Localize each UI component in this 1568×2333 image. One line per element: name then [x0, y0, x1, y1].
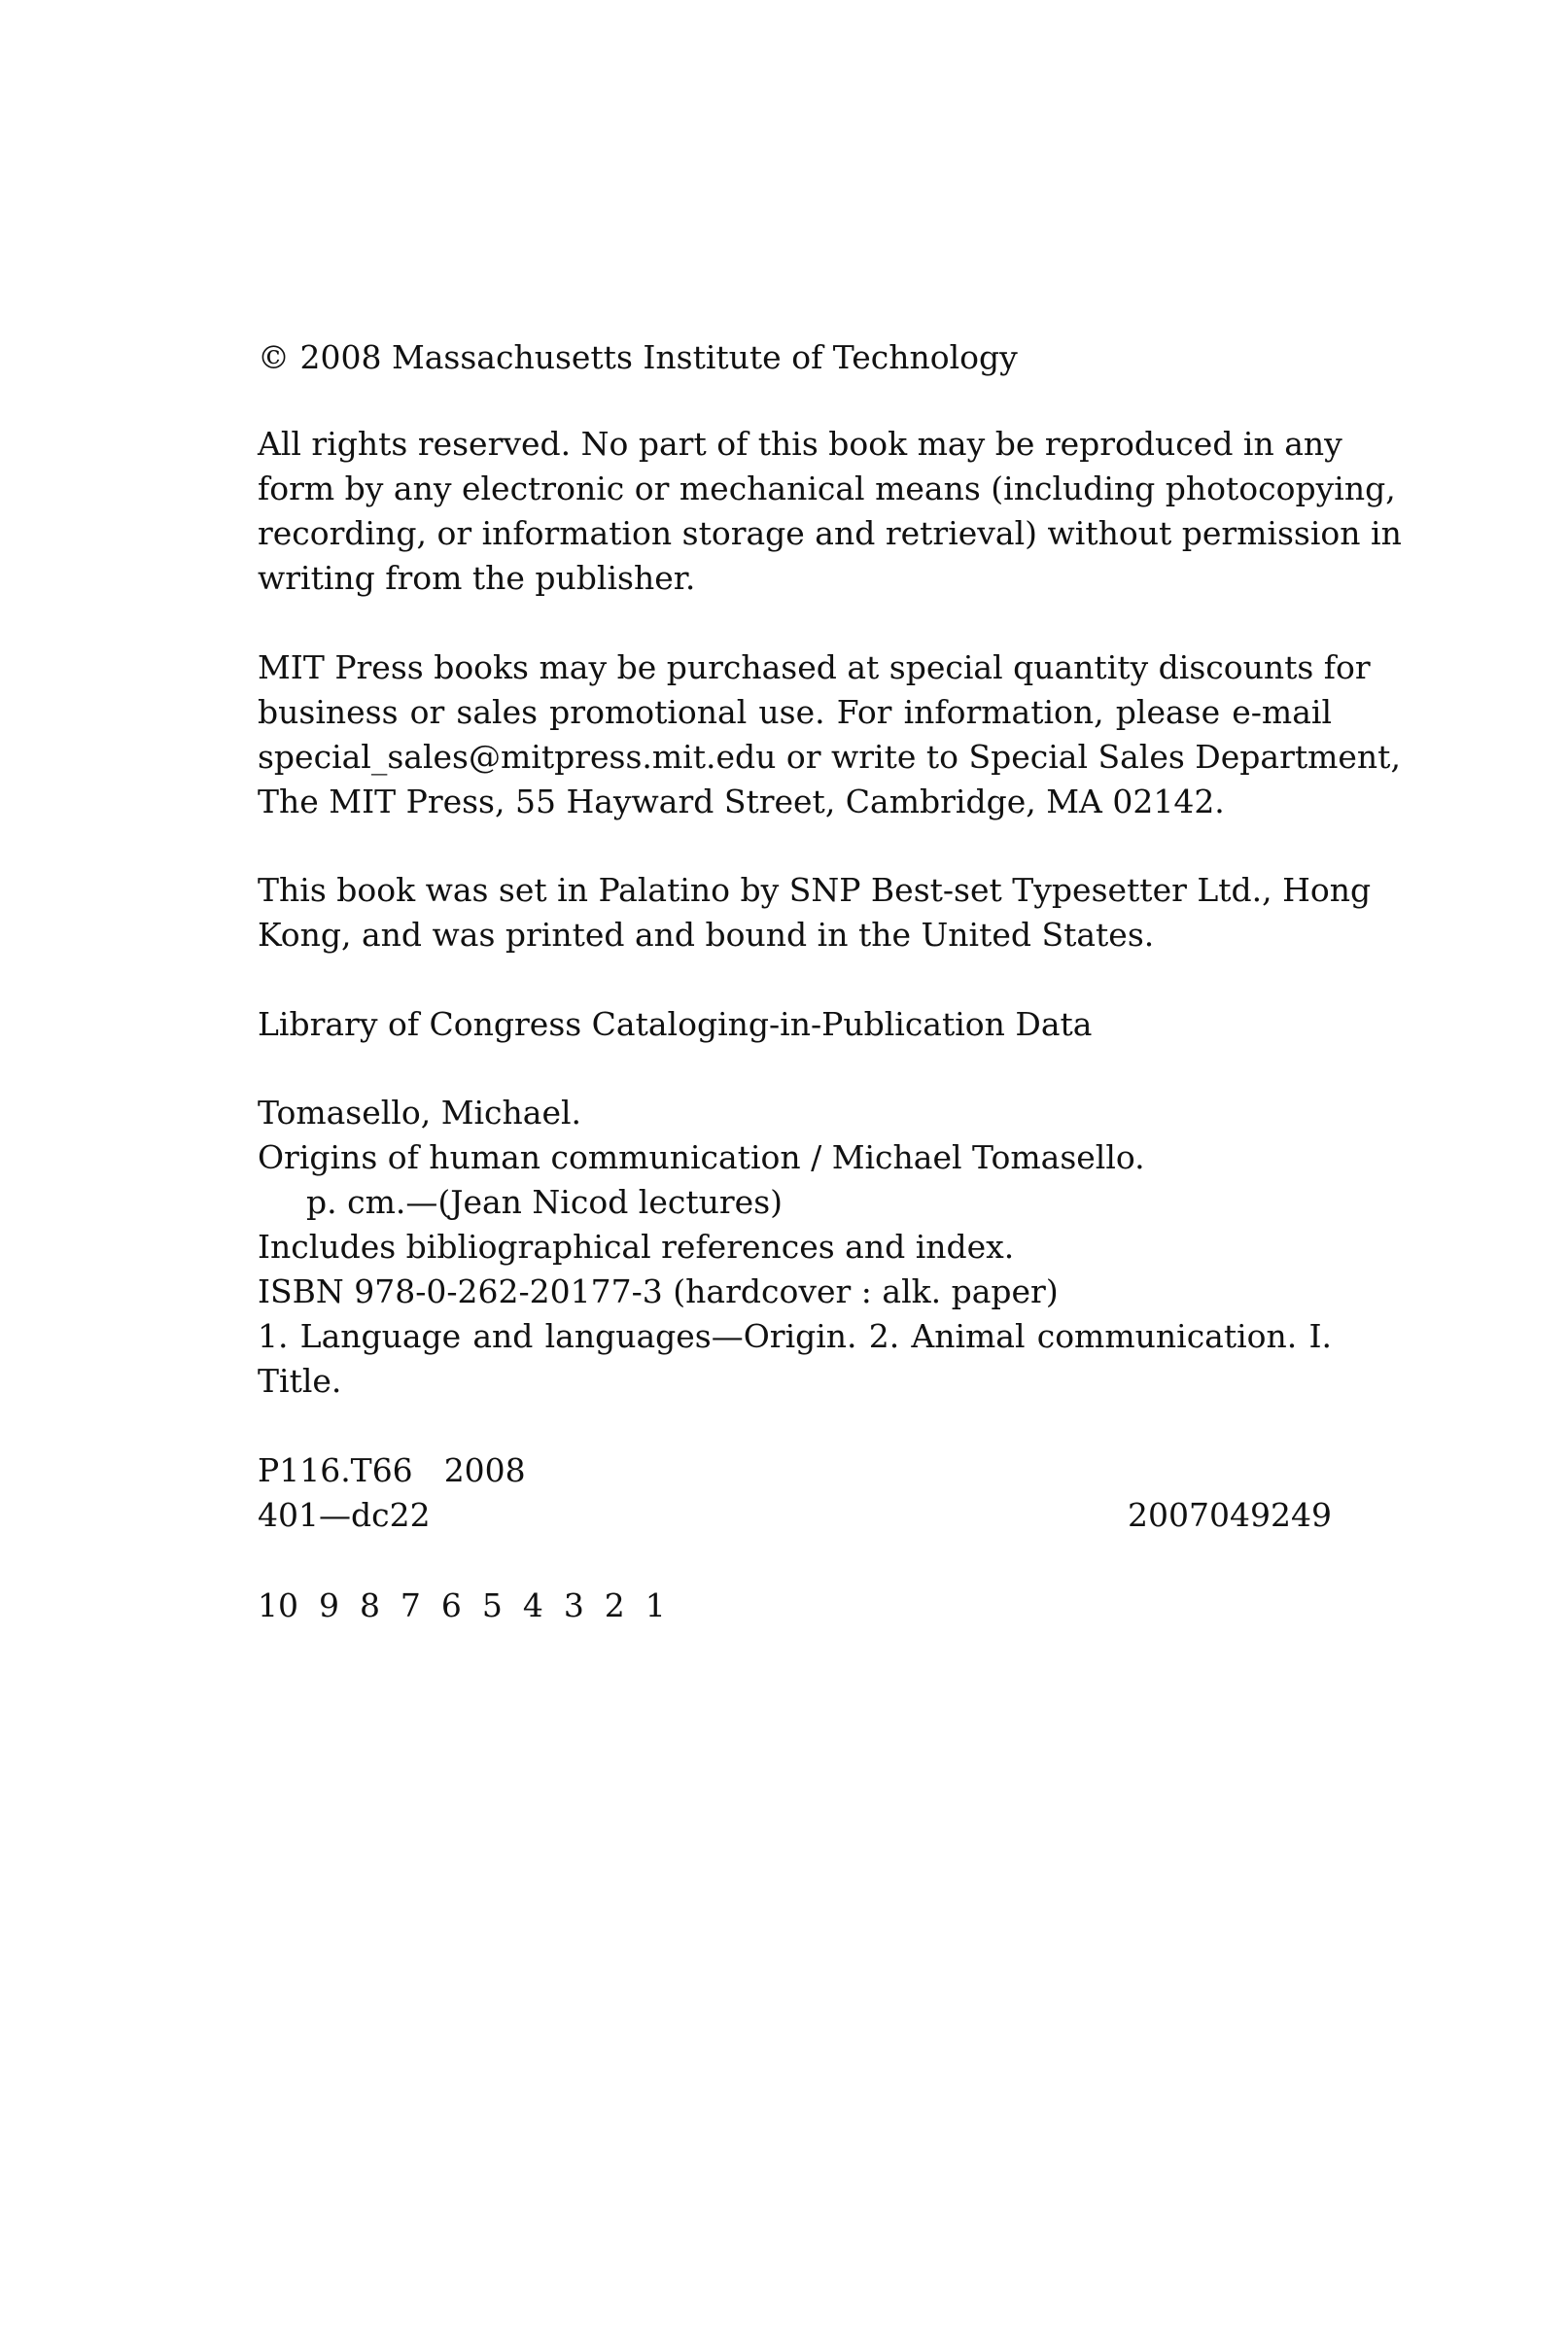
cip-classification — [258, 1448, 1332, 1538]
cip-record — [258, 1091, 1332, 1404]
cip-title: Origins of human communication / Michael Tomasello. — [258, 1138, 1145, 1176]
sales-paragraph — [258, 645, 1401, 824]
cip-author: Tomasello, Michael. — [258, 1094, 582, 1132]
sales-line-2: business or sales promotional use. For information, please e-mail — [258, 693, 1332, 731]
cip-isbn: ISBN 978-0-262-20177-3 (hardcover : alk. paper) — [258, 1272, 1059, 1310]
cip-subjects-line-1: 1. Language and languages—Origin. 2. Animal communication. I. — [258, 1317, 1332, 1355]
rights-line-3: recording, or information storage and retrieval) without permission in — [258, 514, 1402, 552]
printing-block — [258, 1584, 1332, 1628]
call-year: 2008 — [443, 1451, 526, 1489]
sales-line-3: special_sales@mitpress.mit.edu or write to Special Sales Department, — [258, 738, 1401, 776]
cip-heading-block — [258, 1002, 1332, 1047]
copyright-notice — [258, 335, 1332, 380]
printing-line: 10 9 8 7 6 5 4 3 2 1 — [258, 1586, 666, 1624]
rights-line-4: writing from the publisher. — [258, 559, 696, 597]
typesetting-line-2: Kong, and was printed and bound in the United States. — [258, 916, 1155, 954]
typesetting-line-1: This book was set in Palatino by SNP Best-set Typesetter Ltd., Hong — [258, 871, 1372, 909]
cip-subjects-line-2: Title. — [258, 1362, 342, 1400]
copyright-line: © 2008 Massachusetts Institute of Technology — [258, 338, 1018, 376]
cip-physical: p. cm.—(Jean Nicod lectures) — [306, 1183, 784, 1221]
call-number: P116.T66 — [258, 1451, 413, 1489]
sales-line-4: The MIT Press, 55 Hayward Street, Cambridge, MA 02142. — [258, 783, 1225, 820]
cip-heading: Library of Congress Cataloging-in-Publication Data — [258, 1005, 1093, 1043]
rights-line-2: form by any electronic or mechanical means (including photocopying, — [258, 470, 1396, 507]
typesetting-paragraph — [258, 868, 1372, 958]
dewey-row — [258, 1493, 1332, 1538]
dewey-number: 401—dc22 — [258, 1496, 431, 1534]
rights-line-1: All rights reserved. No part of this book may be reproduced in any — [258, 425, 1342, 463]
call-number-row — [258, 1448, 1332, 1493]
lccn: 2007049249 — [1128, 1496, 1332, 1534]
cip-notes: Includes bibliographical references and index. — [258, 1228, 1015, 1266]
sales-line-1: MIT Press books may be purchased at special quantity discounts for — [258, 648, 1371, 686]
rights-paragraph — [258, 422, 1402, 601]
